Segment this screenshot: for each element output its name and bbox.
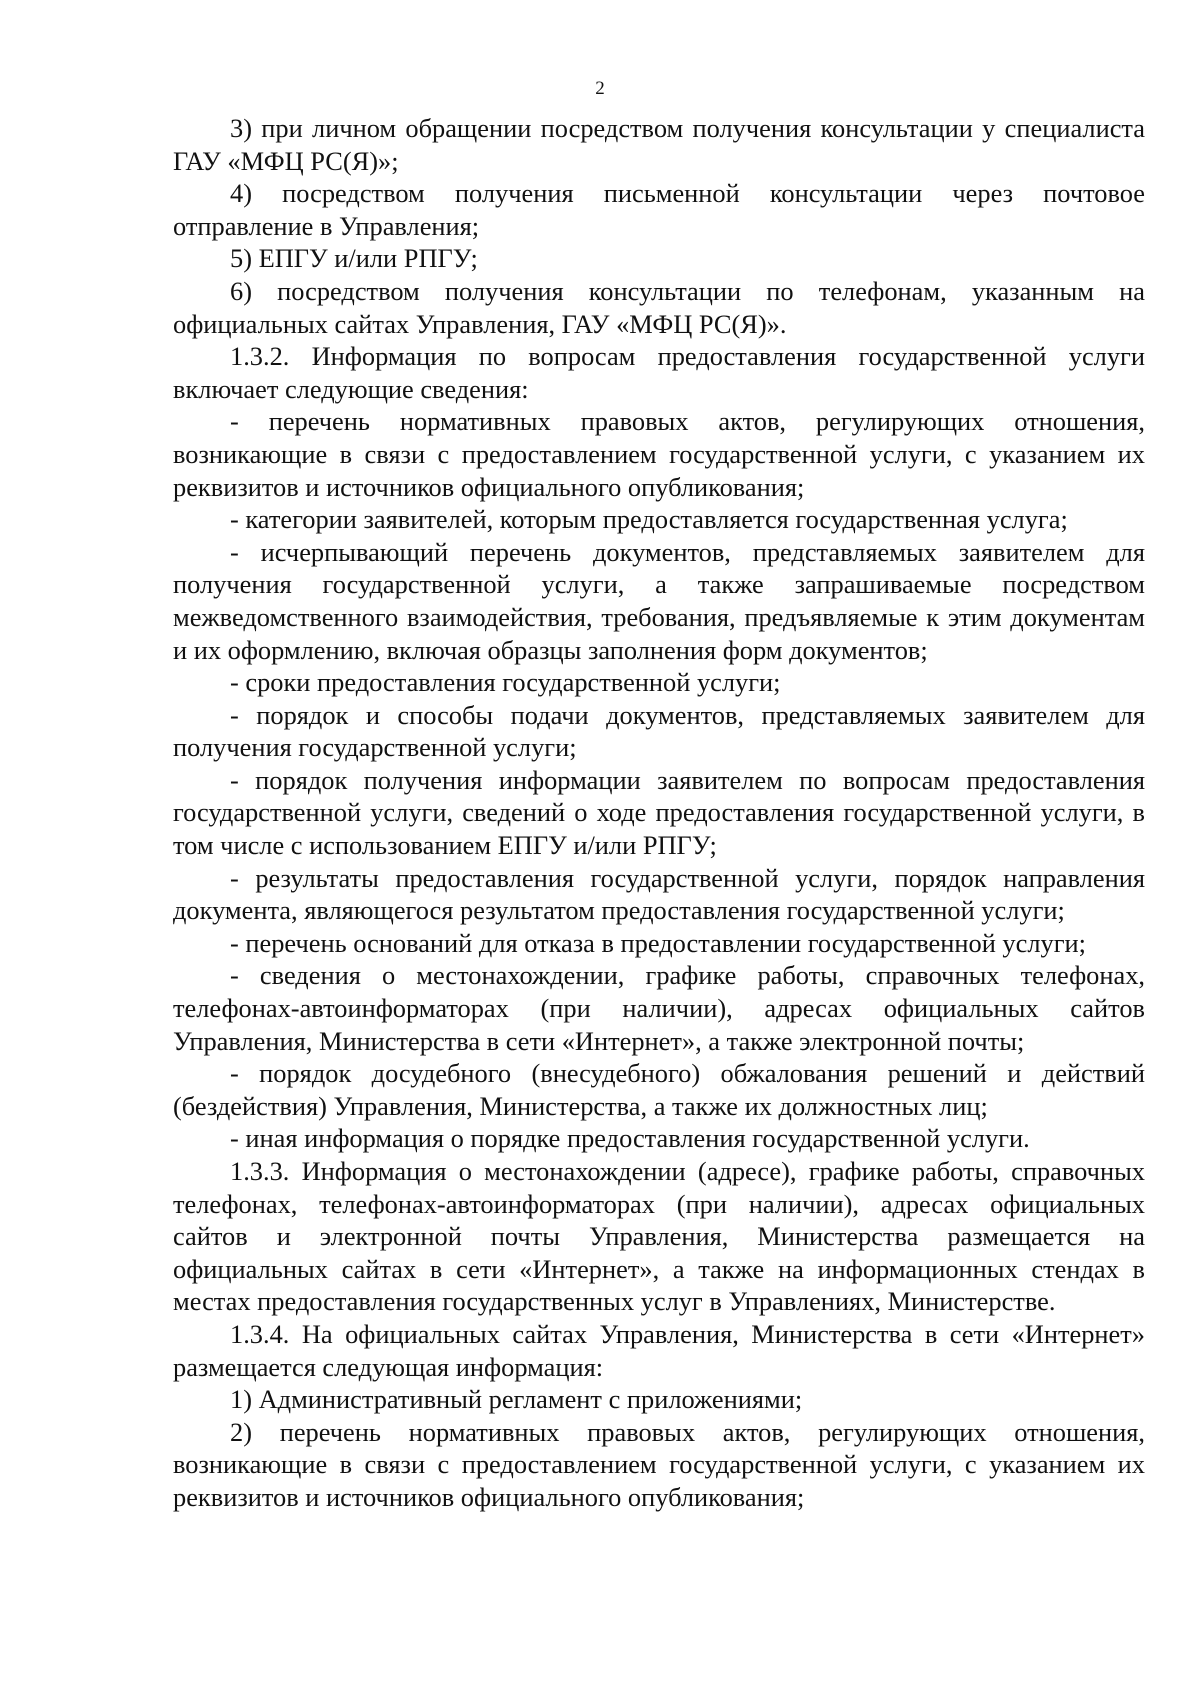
page-number: 2 [595, 78, 605, 99]
paragraph-item-3: 3) при личном обращении посредством получения консультации у специалиста ГАУ «МФЦ РС(Я)»; [173, 113, 1145, 176]
list-item-documents-list: - исчерпывающий перечень документов, представляемых заявителем для получения государственной услуги, а также запрашиваемые посредством межведомственного взаимодействия, требования, предъявляемые к этим документам и их оформлению, включая образцы заполнения форм документов; [173, 536, 1145, 665]
paragraph-1-3-4: 1.3.4. На официальных сайтах Управления, Министерства в сети «Интернет» размещается следующая информация: [173, 1318, 1145, 1382]
paragraph-item-4: 4) посредством получения письменной консультации через почтовое отправление в Управления; [173, 178, 1145, 241]
list-item-service-results: - результаты предоставления государственной услуги, порядок направления документа, являющегося результатом предоставления государственной услуги; [173, 862, 1145, 926]
list-item-appeal-procedure: - порядок досудебного (внесудебного) обжалования решений и действий (бездействия) Управления, Министерства, а также их должностных лиц; [173, 1058, 1145, 1121]
paragraph-item-1-regulation: 1) Административный регламент с приложениями; [230, 1384, 803, 1415]
list-item-other-info: - иная информация о порядке предоставления государственной услуги. [230, 1123, 1030, 1154]
list-item-applicant-categories: - категории заявителей, которым предоставляется государственная услуга; [230, 504, 1068, 535]
list-item-information-procedure: - порядок получения информации заявителем по вопросам предоставления государственной услуги, сведений о ходе предоставления государственной услуги, в том числе с использованием ЕПГУ и/или РПГУ; [173, 764, 1145, 861]
list-item-location-info: - сведения о местонахождении, графике работы, справочных телефонах, телефонах-автоинформаторах (при наличии), адресах официальных сайтов Управления, Министерства в сети «Интернет», а также электронной почты; [173, 960, 1145, 1056]
paragraph-item-2-legal-acts: 2) перечень нормативных правовых актов, регулирующих отношения, возникающие в связи с предоставлением государственной услуги, с указанием их реквизитов и источников официального опубликования; [173, 1416, 1145, 1512]
list-item-submission-procedure: - порядок и способы подачи документов, представляемых заявителем для получения государственной услуги; [173, 699, 1145, 763]
paragraph-1-3-3: 1.3.3. Информация о местонахождении (адресе), графике работы, справочных телефонах, телефонах-автоинформаторах (при наличии), адресах официальных сайтов и электронной почты Управления, Министерства размещается на официальных сайтах в сети «Интернет», а также на информационных стендах в местах предоставления государственных услуг в Управлениях, Министерстве. [173, 1156, 1145, 1317]
paragraph-item-6: 6) посредством получения консультации по телефонам, указанным на официальных сайтах Управления, ГАУ «МФЦ РС(Я)». [173, 275, 1145, 339]
list-item-refusal-grounds: - перечень оснований для отказа в предоставлении государственной услуги; [230, 927, 1086, 958]
paragraph-item-5: 5) ЕПГУ и/или РПГУ; [230, 243, 478, 274]
document-body [173, 112, 1145, 1514]
paragraph-1-3-2: 1.3.2. Информация по вопросам предоставления государственной услуги включает следующие сведения: [173, 341, 1145, 404]
list-item-service-terms: - сроки предоставления государственной услуги; [230, 667, 781, 698]
list-item-legal-acts: - перечень нормативных правовых актов, регулирующих отношения, возникающие в связи с предоставлением государственной услуги, с указанием их реквизитов и источников официального опубликования; [173, 406, 1145, 502]
